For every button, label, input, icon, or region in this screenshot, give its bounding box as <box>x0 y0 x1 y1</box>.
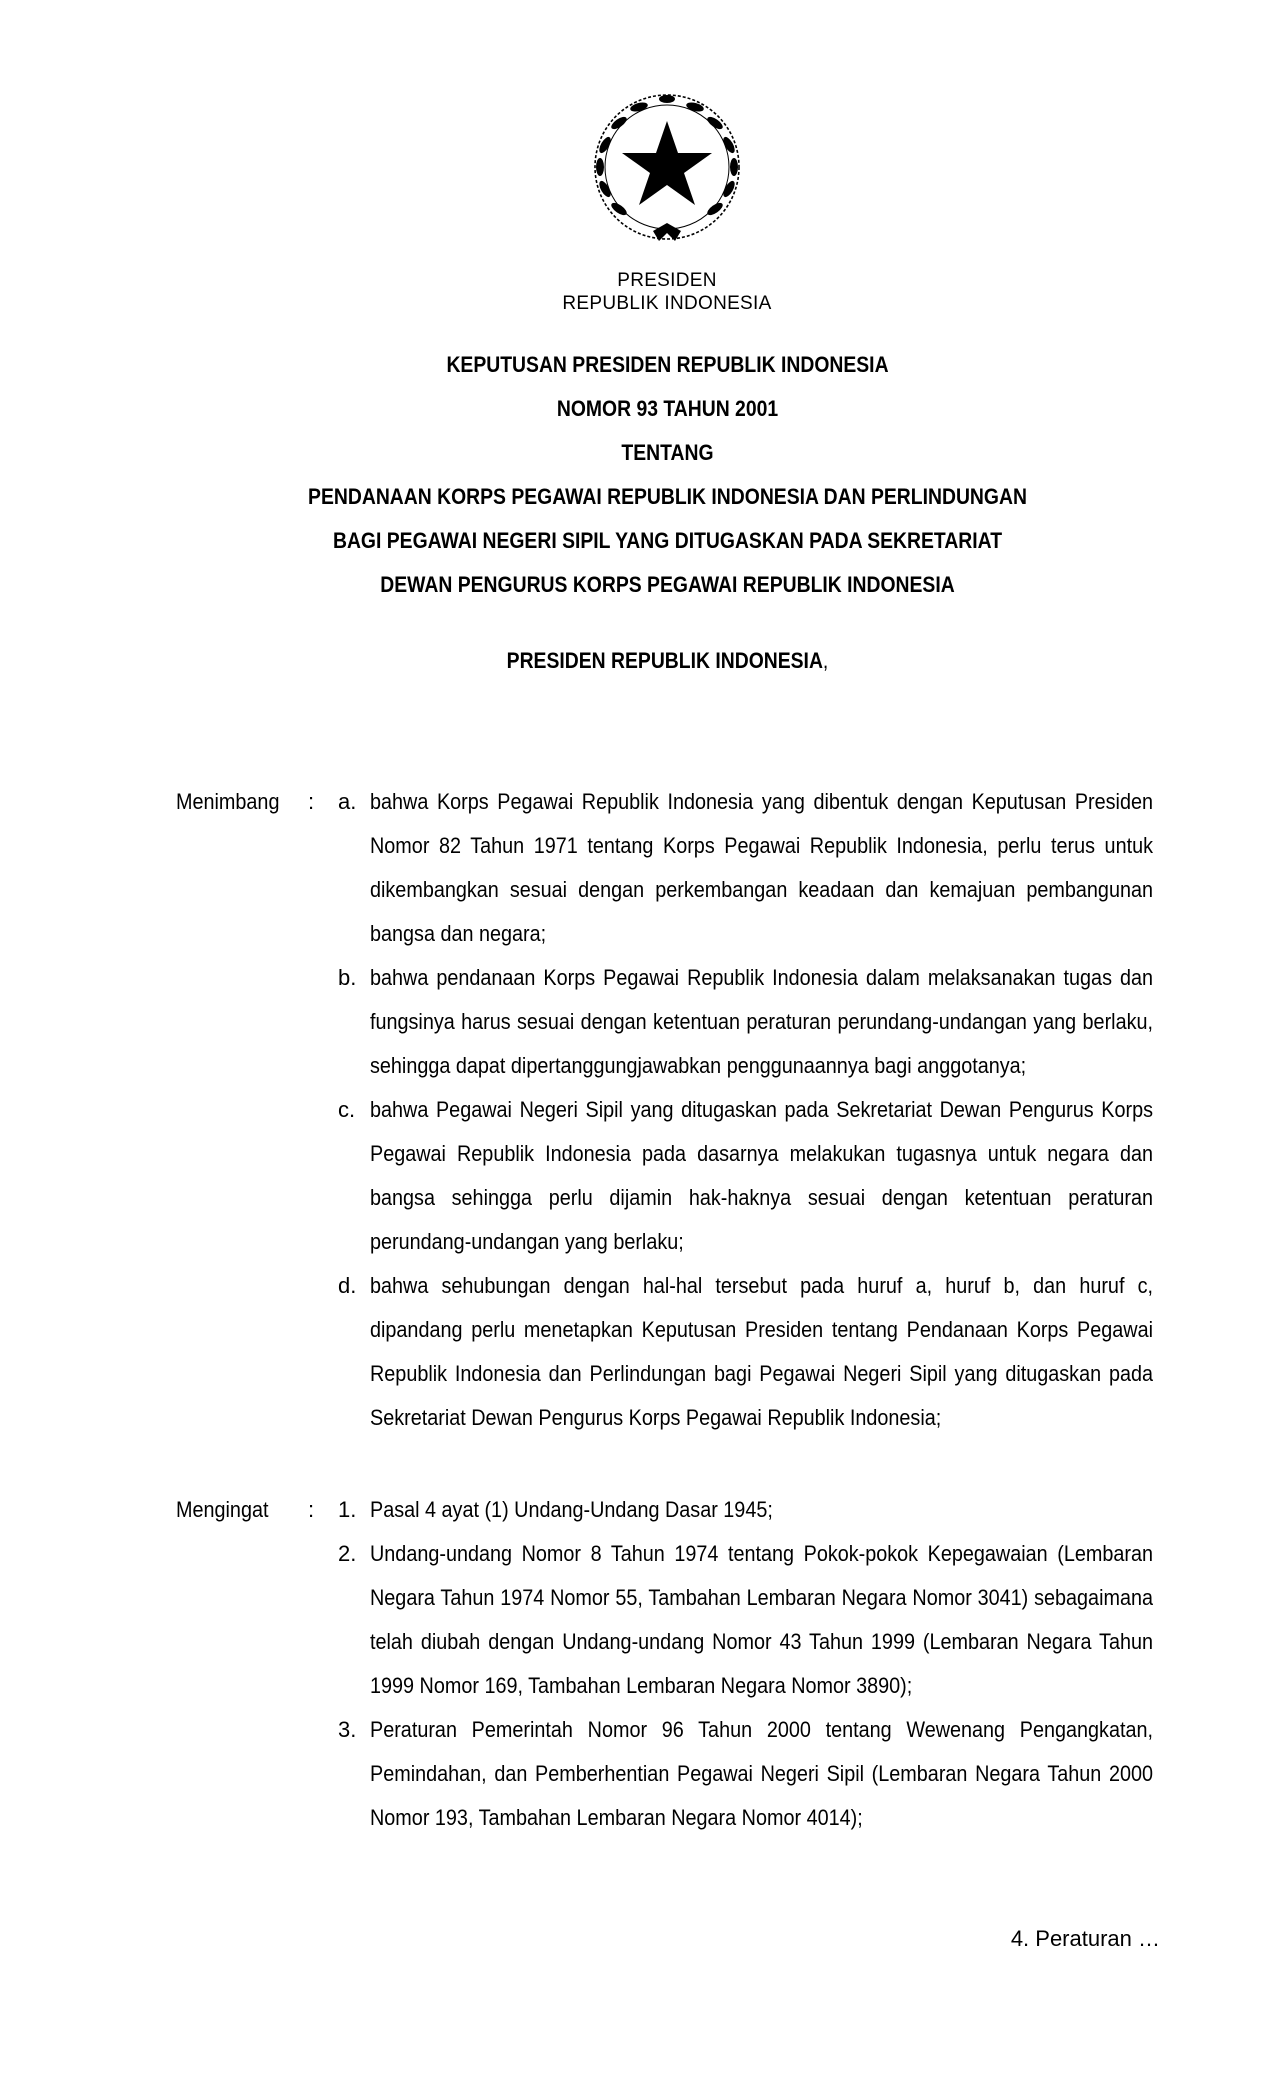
mengingat-item-3 <box>338 1708 1158 1840</box>
list-item-text: Pasal 4 ayat (1) Undang-Undang Dasar 1945; <box>370 1497 773 1522</box>
menimbang-colon: : <box>308 789 315 814</box>
list-item-text: bahwa Pegawai Negeri Sipil yang ditugaskan pada Sekretariat Dewan Pengurus Korps Pegawai Republik Indonesia pada dasarnya melakukan tugasnya untuk negara dan bangsa sehingga perlu dijamin hak-haknya sesuai dengan ketentuan peraturan perundang-undangan yang berlaku; <box>370 1097 1153 1254</box>
decree-subject-line2: BAGI PEGAWAI NEGERI SIPIL YANG DITUGASKAN PADA SEKRETARIAT <box>332 528 1003 553</box>
menimbang-item-a <box>338 780 1158 956</box>
list-marker: 2. <box>338 1541 357 1566</box>
menimbang-label: Menimbang <box>176 789 280 814</box>
list-marker: c. <box>338 1097 356 1122</box>
list-item-text: Peraturan Pemerintah Nomor 96 Tahun 2000 tentang Wewenang Pengangkatan, Pemindahan, dan Pemberhentian Pegawai Negeri Sipil (Lembaran Negara Tahun 2000 Nomor 193, Tambahan Lembaran Negara Nomor 4014); <box>370 1717 1153 1830</box>
decree-subject-line3: DEWAN PENGURUS KORPS PEGAWAI REPUBLIK INDONESIA <box>380 572 955 597</box>
president-heading-punct: , <box>822 648 829 673</box>
decree-title-line1: KEPUTUSAN PRESIDEN REPUBLIK INDONESIA <box>446 352 889 377</box>
list-marker: 3. <box>338 1717 357 1742</box>
decree-subject-line1: PENDANAAN KORPS PEGAWAI REPUBLIK INDONESIA DAN PERLINDUNGAN <box>308 484 1027 509</box>
decree-title <box>200 343 1135 607</box>
list-marker: a. <box>338 789 357 814</box>
list-marker: d. <box>338 1273 357 1298</box>
decree-number: NOMOR 93 TAHUN 2001 <box>556 396 779 421</box>
list-marker: b. <box>338 965 357 990</box>
list-item-text: Undang-undang Nomor 8 Tahun 1974 tentang Pokok-pokok Kepegawaian (Lembaran Negara Tahun 1974 Nomor 55, Tambahan Lembaran Negara Nomor 3041) sebagaimana telah diubah dengan Undang-undang Nomor 43 Tahun 1999 (Lembaran Negara Tahun 1999 Nomor 169, Tambahan Lembaran Negara Nomor 3890); <box>370 1541 1153 1698</box>
decree-about: TENTANG <box>621 440 714 465</box>
office-title-line1: PRESIDEN <box>617 270 717 291</box>
menimbang-item-c <box>338 1088 1158 1264</box>
menimbang-item-b <box>338 956 1158 1088</box>
mengingat-colon: : <box>308 1497 315 1522</box>
president-heading-label: PRESIDEN REPUBLIK INDONESIA <box>506 648 823 673</box>
menimbang-item-d <box>338 1264 1158 1440</box>
menimbang-list <box>338 780 1158 1440</box>
list-marker: 1. <box>338 1497 357 1522</box>
page-continuation-marker: 4. Peraturan … <box>1010 1926 1160 1951</box>
mengingat-item-2 <box>338 1532 1158 1708</box>
president-heading <box>256 646 1079 676</box>
list-item-text: bahwa pendanaan Korps Pegawai Republik Indonesia dalam melaksanakan tugas dan fungsinya harus sesuai dengan ketentuan peraturan perundang-undangan yang berlaku, sehingga dapat dipertanggungjawabkan penggunaannya bagi anggotanya; <box>370 965 1153 1078</box>
mengingat-item-1 <box>338 1488 1158 1532</box>
presidential-emblem-icon <box>583 85 751 253</box>
mengingat-list <box>338 1488 1158 1840</box>
mengingat-label: Mengingat <box>176 1497 269 1522</box>
list-item-text: bahwa Korps Pegawai Republik Indonesia yang dibentuk dengan Keputusan Presiden Nomor 82 Tahun 1971 tentang Korps Pegawai Republik Indonesia, perlu terus untuk dikembangkan sesuai dengan perkembangan keadaan dan kemajuan pembangunan bangsa dan negara; <box>370 789 1153 946</box>
office-title-line2: REPUBLIK INDONESIA <box>562 293 772 314</box>
list-item-text: bahwa sehubungan dengan hal-hal tersebut pada huruf a, huruf b, dan huruf c, dipandang perlu menetapkan Keputusan Presiden tentang Pendanaan Korps Pegawai Republik Indonesia dan Perlindungan bagi Pegawai Negeri Sipil yang ditugaskan pada Sekretariat Dewan Pengurus Korps Pegawai Republik Indonesia; <box>370 1273 1153 1430</box>
